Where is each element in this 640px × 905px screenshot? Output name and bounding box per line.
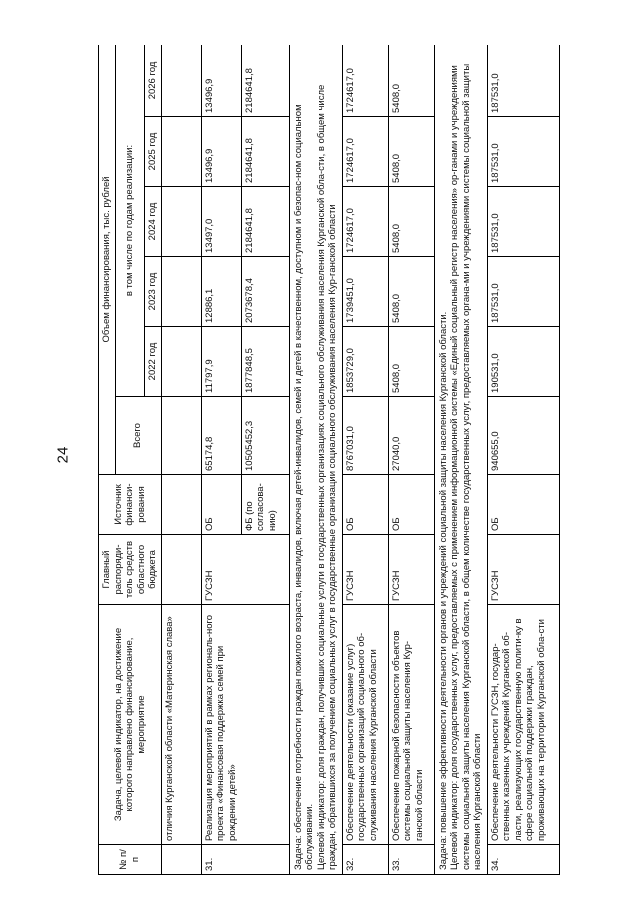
value-cell: 1724617,0 [342,187,388,257]
value-cell [161,117,201,187]
row-num: 32. [342,845,388,875]
col-header-num: № п/п [99,845,162,875]
table-row [487,45,559,875]
col-header-source: Источник финанси-рования [99,475,162,535]
col-header-admin: Главный распоряди-тель средств областного бюджета [99,535,162,605]
value-cell: 187531,0 [487,45,559,117]
value-cell: 2184641,8 [241,117,289,187]
row-text: Обеспечение деятельности (оказание услуг) государственных организаций социального об-служивания населения Курганской области [342,605,388,845]
row-text: отличия Курганской области «Материнская слава» [161,605,201,845]
value-cell: 1724617,0 [342,117,388,187]
row-source: ОБ [201,475,241,535]
table-row [342,45,388,875]
financing-table [98,45,560,875]
row-source: ОБ [388,475,434,535]
value-cell: 1877848,5 [241,327,289,397]
value-cell: 13497,0 [201,187,241,257]
row-admin: ГУСЗН [201,535,289,605]
value-cell: 5408,0 [388,257,434,327]
row-num: 33. [388,845,434,875]
row-source: ОБ [342,475,388,535]
col-header-by-years: в том числе по годам реализации: [115,45,145,397]
value-cell: 65174,8 [201,397,241,475]
value-cell: 5408,0 [388,45,434,117]
col-header-year: 2023 год [145,257,162,327]
value-cell: 940655,0 [487,397,559,475]
value-cell: 2073678,4 [241,257,289,327]
value-cell: 1853729,0 [342,327,388,397]
row-admin [161,535,201,605]
table-row [161,45,201,875]
row-source: ФБ (по согласова-нию) [241,475,289,535]
table-row [201,45,241,875]
page-number: 24 [54,446,72,464]
task-text: Задача: повышение эффективности деятельности органов и учреждений социальной защиты населения Курганской области. Целевой индикатор: доля государственных услуг, предоставляемых с применением информационной системы «Единый социальный регистр населения» ор-ганами и учреждениями системы социальной защиты населения Курганской области, в общем количестве государственных услуг, предоставляемых органа-ми и учреждениями системы социальной защиты населения Курганской области [434,45,487,875]
row-source [161,475,201,535]
task-row [434,45,487,875]
col-header-task: Задача, целевой индикатор, на достижение которого направлено финансирование, мероприятие [99,605,162,845]
row-admin: ГУСЗН [388,535,434,605]
row-admin: ГУСЗН [487,535,559,605]
value-cell: 190531,0 [487,327,559,397]
value-cell: 11797,9 [201,327,241,397]
value-cell: 12886,1 [201,257,241,327]
row-num: 31. [201,845,289,875]
value-cell: 13496,9 [201,117,241,187]
table-row [388,45,434,875]
row-num: 34. [487,845,559,875]
value-cell: 5408,0 [388,327,434,397]
value-cell [161,327,201,397]
row-admin: ГУСЗН [342,535,388,605]
table-frame [98,45,593,875]
col-header-year: 2022 год [145,327,162,397]
value-cell: 27040,0 [388,397,434,475]
row-num [161,845,201,875]
col-header-year: 2024 год [145,187,162,257]
value-cell: 1724617,0 [342,45,388,117]
value-cell: 5408,0 [388,117,434,187]
value-cell: 187531,0 [487,257,559,327]
row-text: Обеспечение деятельности ГУСЗН, государ-ственных казенных учреждений Курганской об-ласти, реализующих государственную полити-ку в сфере социальной поддержки граждан, проживающих на территории Курганской обла-сти [487,605,559,845]
value-cell: 2184641,8 [241,187,289,257]
row-text: Реализация мероприятий в рамках региональ-ного проекта «Финансовая поддержка семей при рождении детей» [201,605,289,845]
value-cell: 8767031,0 [342,397,388,475]
value-cell [161,397,201,475]
value-cell: 13496,9 [201,45,241,117]
value-cell: 187531,0 [487,187,559,257]
value-cell: 10505452,3 [241,397,289,475]
value-cell [161,257,201,327]
row-text: Обеспечение пожарной безопасности объектов системы социальной защиты населения Кур-ганской области [388,605,434,845]
col-header-volume: Объем финансирования, тыс. рублей [99,45,116,475]
value-cell: 2184641,8 [241,45,289,117]
task-row [289,45,342,875]
row-source: ОБ [487,475,559,535]
col-header-year: 2025 год [145,117,162,187]
value-cell: 1739451,0 [342,257,388,327]
task-text: Задача: обеспечение потребности граждан пожилого возраста, инвалидов, включая детей-инвалидов, семей и детей в качественном, доступном и безопас-ном социальном обслуживании. Целевой индикатор: доля граждан, получивших социальные услуги в государственных организациях социального обслуживания населения Курганской обла-сти, в общем числе граждан, обратившихся за получением социальных услуг в государственные организации социального обслуживания населения Кур-ганской области [289,45,342,875]
value-cell: 5408,0 [388,187,434,257]
value-cell [161,187,201,257]
col-header-year: 2026 год [145,45,162,117]
col-header-total: Всего [115,397,161,475]
value-cell [161,45,201,117]
value-cell: 187531,0 [487,117,559,187]
